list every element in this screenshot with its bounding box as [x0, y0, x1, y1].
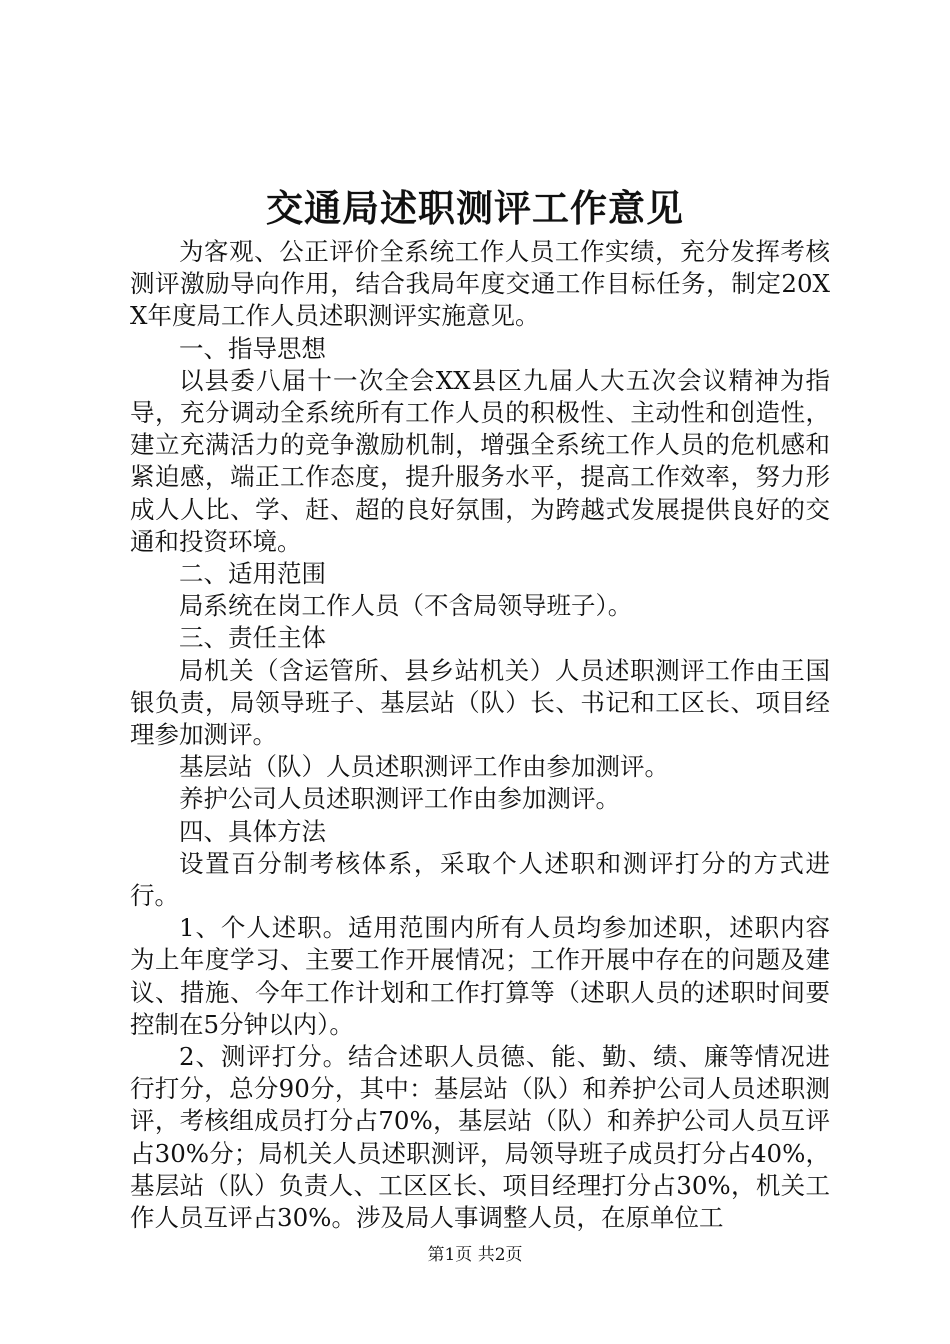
section-heading-guiding-thought: 一、指导思想	[179, 333, 326, 363]
method-item-1: 1、个人述职。适用范围内所有人员均参加述职，述职内容为上年度学习、主要工作开展情况；工作开展中存在的问题及建议、措施、今年工作计划和工作打算等（述职人员的述职时间要控制在5分钟以内）。	[130, 913, 830, 1039]
responsibility-paragraph-1: 局机关（含运管所、县乡站机关）人员述职测评工作由王国银负责，局领导班子、基层站（队）长、书记和工区长、项目经理参加测评。	[130, 655, 830, 750]
document-body	[130, 236, 830, 1234]
document-title: 交通局述职测评工作意见	[266, 186, 684, 230]
section-heading-scope: 二、适用范围	[179, 559, 326, 589]
section-heading-responsibility: 三、责任主体	[179, 623, 326, 653]
scope-paragraph: 局系统在岗工作人员（不含局领导班子）。	[179, 591, 633, 621]
methods-paragraph: 设置百分制考核体系，采取个人述职和测评打分的方式进行。	[130, 848, 830, 911]
responsibility-paragraph-2: 基层站（队）人员述职测评工作由参加测评。	[179, 752, 669, 782]
intro-paragraph: 为客观、公正评价全系统工作人员工作实绩，充分发挥考核测评激励导向作用，结合我局年度交通工作目标任务，制定20XX年度局工作人员述职测评实施意见。	[130, 237, 830, 331]
method-item-2: 2、测评打分。结合述职人员德、能、勤、绩、廉等情况进行打分，总分90分，其中：基层站（队）和养护公司人员述职测评，考核组成员打分占70%，基层站（队）和养护公司人员互评占30%分；局机关人员述职测评，局领导班子成员打分占40%，基层站（队）负责人、工区区长、项目经理打分占30%，机关工作人员互评占30%。涉及局人事调整人员，在原单位工	[130, 1042, 830, 1233]
section-heading-methods: 四、具体方法	[179, 816, 326, 846]
guiding-thought-paragraph: 以县委八届十一次全会XX县区九届人大五次会议精神为指导，充分调动全系统所有工作人员的积极性、主动性和创造性，建立充满活力的竞争激励机制，增强全系统工作人员的危机感和紧迫感，端正工作态度，提升服务水平，提高工作效率，努力形成人人比、学、赶、超的良好氛围，为跨越式发展提供良好的交通和投资环境。	[130, 365, 830, 556]
page-footer: 第1页 共2页	[427, 1245, 523, 1265]
responsibility-paragraph-3: 养护公司人员述职测评工作由参加测评。	[179, 784, 620, 814]
